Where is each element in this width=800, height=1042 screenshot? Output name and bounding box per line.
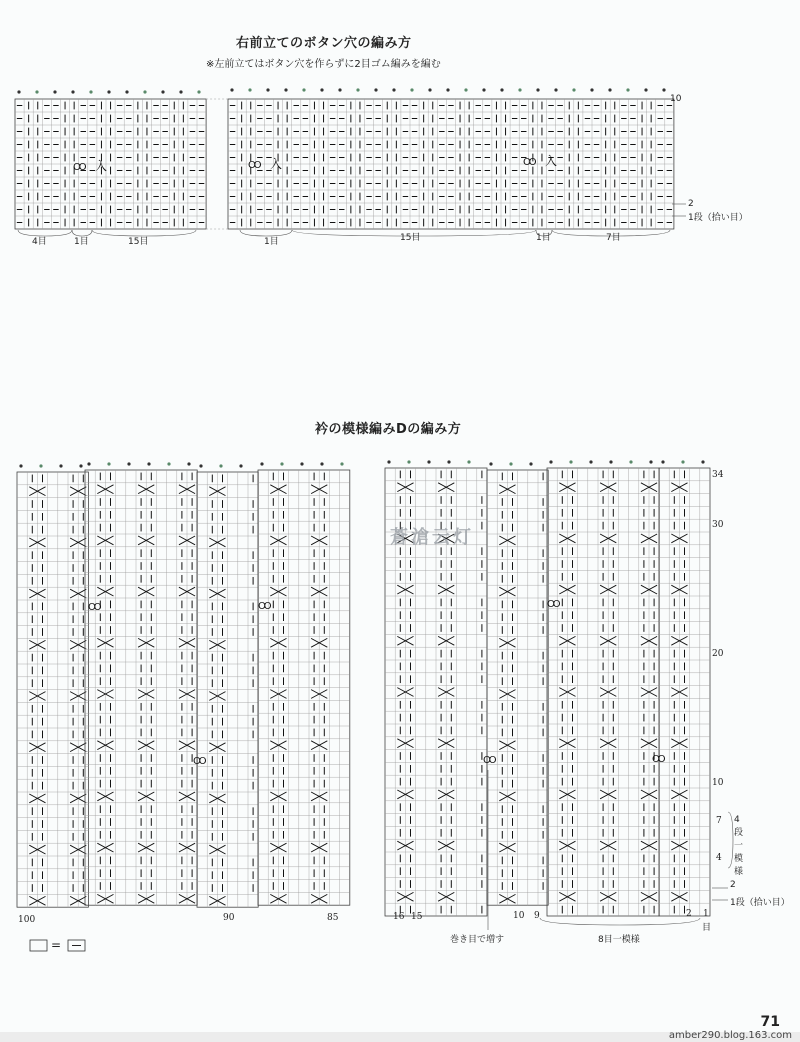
stitch-count-1b: 1目 [264, 237, 279, 247]
blog-url: amber290.blog.163.com [668, 1030, 792, 1041]
row-label-2b: 2 [730, 880, 736, 890]
row-label-30: 30 [712, 520, 724, 530]
buttonhole-yo-icon: Ꝏ [523, 157, 537, 168]
top-diagram-note: ※左前立てはボタン穴を作らずに2目ゴム編みを編む [206, 59, 441, 70]
bottom-diagram-title: 衿の模様編みDの編み方 [315, 422, 462, 437]
wrap-increase-icon: Ꝏ [483, 755, 497, 766]
stitch-number-9: 9 [534, 911, 540, 921]
row-label-1-pickup: 1段（拾い目） [688, 213, 748, 223]
collar-pattern-chart [17, 460, 733, 930]
row-label-2: 2 [688, 199, 694, 209]
stitch-number-15: 15 [411, 912, 423, 922]
k2tog-icon: 入 [95, 159, 108, 173]
stitch-count-15a: 15目 [128, 237, 149, 247]
stitch-number-100: 100 [18, 915, 36, 925]
stitch-count-1a: 1目 [74, 237, 89, 247]
stitch-count-15b: 15目 [400, 233, 421, 243]
stitch-number-2: 2 [686, 909, 692, 919]
increase-note: 巻き目で増す [450, 935, 505, 945]
stitch-number-90: 90 [223, 913, 235, 923]
stitch-count-4: 4目 [32, 237, 47, 247]
buttonhole-yo-icon: Ꝏ [73, 162, 87, 173]
row-label-10: 10 [712, 778, 724, 788]
row-label-7: 7 [716, 816, 722, 826]
wrap-increase-icon: Ꝏ [652, 754, 666, 765]
stitch-number-85: 85 [327, 913, 339, 923]
wrap-increase-icon: Ꝏ [88, 602, 102, 613]
stitch-count-7: 7目 [606, 233, 621, 243]
k2tog-icon: 入 [270, 157, 283, 171]
page-number: 71 [760, 1014, 780, 1030]
buttonhole-chart [15, 88, 686, 236]
row-label-4: 4 [716, 853, 722, 863]
row-label-10: 10 [670, 94, 682, 104]
row-label-20: 20 [712, 649, 724, 659]
wrap-increase-icon: Ꝏ [258, 601, 272, 612]
pattern-repeat-rows: 4段一模様 [734, 815, 744, 877]
top-diagram-title: 右前立てのボタン穴の編み方 [236, 36, 412, 51]
legend-equals: = [51, 938, 62, 952]
watermark: 蒼滄云灯 [390, 527, 474, 548]
buttonhole-yo-icon: Ꝏ [248, 160, 262, 171]
repeat-note: 8目一模様 [598, 935, 640, 945]
stitch-count-1c: 1目 [536, 233, 551, 243]
k2tog-icon: 入 [545, 154, 558, 168]
stitch-number-10: 10 [513, 911, 525, 921]
wrap-increase-icon: Ꝏ [547, 599, 561, 610]
stitch-unit: 目 [702, 923, 712, 933]
row-label-34: 34 [712, 470, 724, 480]
stitch-number-16: 16 [393, 912, 405, 922]
stitch-number-1: 1 [703, 909, 709, 919]
wrap-increase-icon: Ꝏ [193, 756, 207, 767]
row-label-1b-pickup: 1段（拾い目） [730, 898, 790, 908]
